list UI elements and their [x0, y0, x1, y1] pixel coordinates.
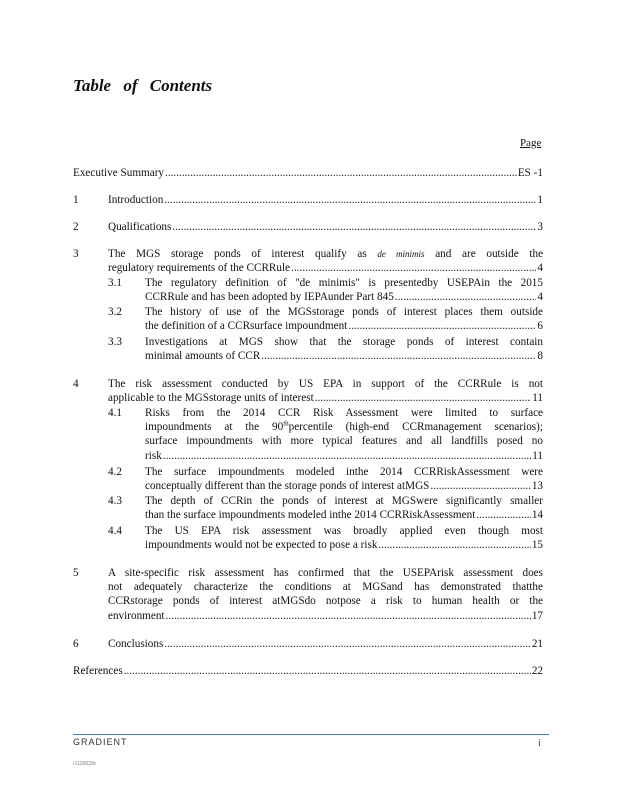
footer-divider	[73, 734, 549, 735]
page-title: Table of Contents	[73, 76, 213, 95]
page-column-header: Page	[520, 137, 542, 149]
footer-document-code: r1120029c	[73, 761, 97, 767]
gradient-logo: GRADIENT	[73, 737, 128, 747]
footer-page-number: i	[538, 738, 541, 749]
